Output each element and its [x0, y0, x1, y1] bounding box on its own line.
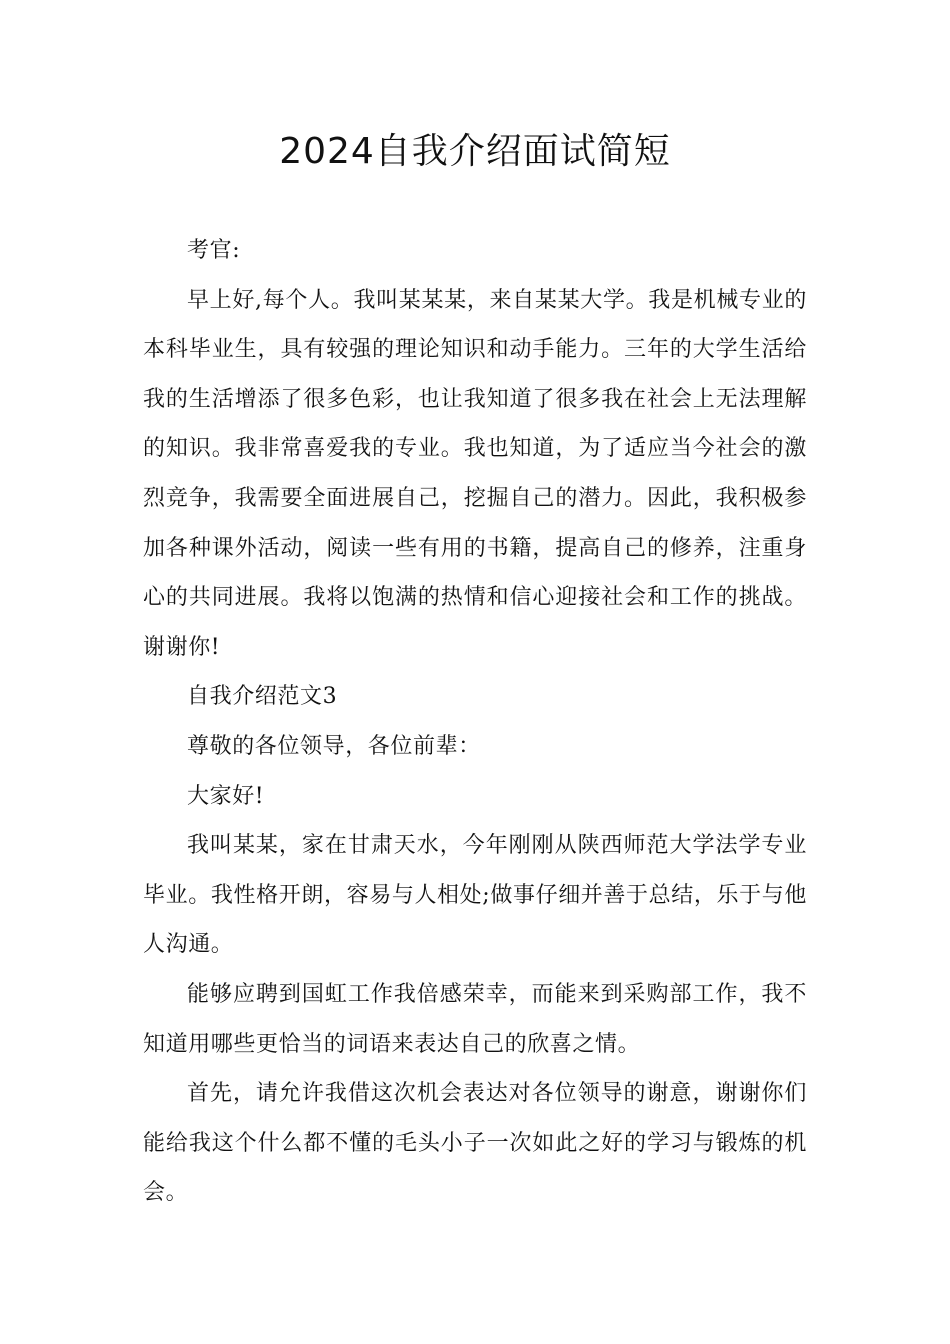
paragraph-salutation: 考官: — [187, 238, 241, 263]
paragraph-hello: 大家好! — [187, 783, 265, 809]
paragraph-intro-1: 早上好,每个人。我叫某某某，来自某某大学。我是机械专业的本科毕业生，具有较强的理论知识和动手能力。三年的大学生活给我的生活增添了很多色彩，也让我知道了很多我在社会上无法理解的知识。我非常喜爱我的专业。我也知道，为了适应当今社会的激烈竞争，我需要全面进展自己，挖掘自己的潜力。因此，我积极参加各种课外活动，阅读一些有用的书籍，提高自己的修养，注重身心的共同进展。我将以饱满的热情和信心迎接社会和工作的挑战。谢谢你! — [143, 287, 807, 660]
document-title: 2024自我介绍面试简短 — [279, 131, 671, 172]
paragraph-honor: 能够应聘到国虹工作我倍感荣幸，而能来到采购部工作，我不知道用哪些更恰当的词语来表达自己的欣喜之情。 — [143, 981, 807, 1057]
paragraph-background: 我叫某某，家在甘肃天水，今年刚刚从陕西师范大学法学专业毕业。我性格开朗，容易与人相处;做事仔细并善于总结，乐于与他人沟通。 — [143, 833, 807, 958]
document-body — [143, 226, 807, 1218]
paragraph-thanks: 首先，请允许我借这次机会表达对各位领导的谢意，谢谢你们能给我这个什么都不懂的毛头小子一次如此之好的学习与锻炼的机会。 — [143, 1081, 807, 1206]
paragraph-heading-sample-3: 自我介绍范文3 — [187, 684, 338, 710]
paragraph-greeting-leaders: 尊敬的各位领导，各位前辈： — [187, 733, 481, 759]
